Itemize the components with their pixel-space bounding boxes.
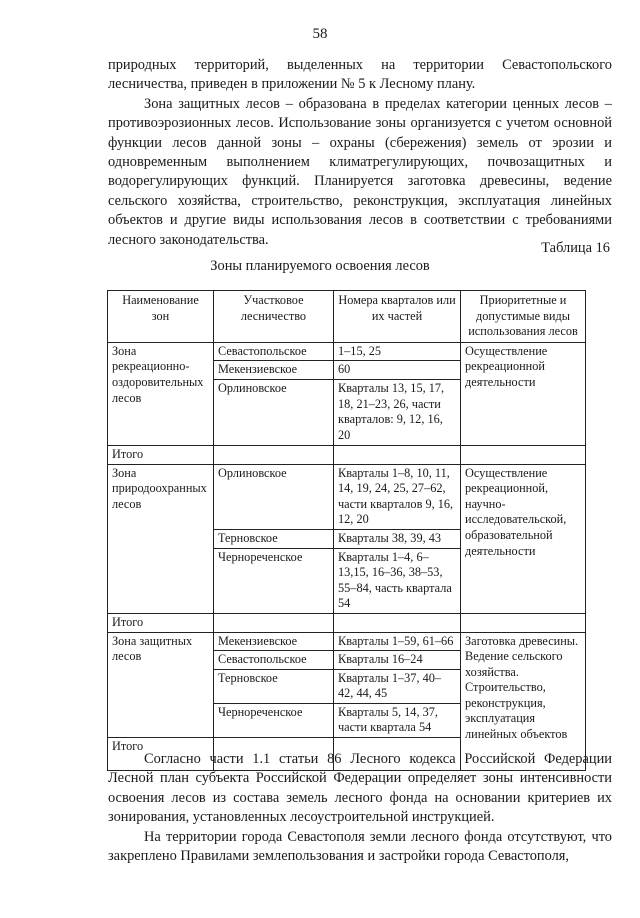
table-header-row bbox=[108, 291, 586, 343]
intro-paragraph-2: Зона защитных лесов – образована в пределах категории ценных лесов – противоэрозионных лесов. Использование зоны организуется с учетом основной функции лесов данной зоны – охраны (сбережения) земель от эрозии и одновременным выполнением климатрегулирующих, почвозащитных и водорегулирующих функций. Планируется заготовка древесины, ведение сельского хозяйства, строительство, реконструкция, эксплуатация линейных объектов и другие виды использования лесов в соответствии с требованиями лесного законодательства. bbox=[108, 95, 612, 248]
quarters-cell: 1–15, 25 bbox=[334, 342, 461, 361]
closing-paragraph-2: На территории города Севастополя земли лесного фонда отсутствуют, что закреплено Правилами землепользования и застройки города Севастополя, bbox=[108, 828, 612, 865]
forest-zones-table bbox=[107, 290, 586, 771]
forestry-cell: Севастопольское bbox=[214, 651, 334, 670]
header-use-types: Приоритетные и допустимые виды использования лесов bbox=[461, 291, 586, 343]
quarters-cell: Кварталы 1–4, 6–13,15, 16–36, 38–53, 55–84, часть квартала 54 bbox=[334, 548, 461, 613]
table-row bbox=[108, 342, 586, 361]
zone-name-cell: Зона природоохранных лесов bbox=[108, 464, 214, 613]
quarters-cell: Кварталы 1–37, 40–42, 44, 45 bbox=[334, 669, 461, 703]
use-cell: Заготовка древесины. Ведение сельского хозяйства. Строительство, реконструкция, эксплуатация линейных объектов bbox=[461, 632, 586, 771]
page-number: 58 bbox=[312, 26, 328, 42]
quarters-cell: Кварталы 16–24 bbox=[334, 651, 461, 670]
quarters-cell: Кварталы 5, 14, 37, части квартала 54 bbox=[334, 703, 461, 737]
header-zone-name: Наименование зон bbox=[108, 291, 214, 343]
empty-cell bbox=[334, 445, 461, 464]
empty-cell bbox=[334, 613, 461, 632]
total-row bbox=[108, 613, 586, 632]
table-row bbox=[108, 632, 586, 651]
zone-name-cell: Зона защитных лесов bbox=[108, 632, 214, 738]
quarters-cell: 60 bbox=[334, 361, 461, 380]
total-row bbox=[108, 445, 586, 464]
table-number-label: Таблица 16 bbox=[541, 240, 610, 256]
quarters-cell: Кварталы 1–8, 10, 11, 14, 19, 24, 25, 27–62, части кварталов 9, 16, 12, 20 bbox=[334, 464, 461, 529]
total-cell: Итого bbox=[108, 445, 214, 464]
intro-text bbox=[108, 56, 612, 250]
forestry-cell: Орлиновское bbox=[214, 379, 334, 445]
empty-cell bbox=[214, 445, 334, 464]
table-caption: Зоны планируемого освоения лесов bbox=[210, 258, 430, 274]
forestry-cell: Терновское bbox=[214, 669, 334, 703]
total-cell: Итого bbox=[108, 613, 214, 632]
forestry-cell: Мекензиевское bbox=[214, 632, 334, 651]
zone-name-cell: Зона рекреационно-оздоровительных лесов bbox=[108, 342, 214, 445]
empty-cell bbox=[461, 613, 586, 632]
header-forestry: Участковое лесничество bbox=[214, 291, 334, 343]
closing-paragraph-1: Согласно части 1.1 статьи 86 Лесного кодекса Российской Федерации Лесной план субъекта Российской Федерации определяет зоны интенсивности освоения лесов из состава земель лесного фонда на основании критериев их зонирования, установленных лесоустроительной инструкцией. bbox=[108, 751, 612, 826]
use-cell: Осуществление рекреационной, научно-исследовательской, образовательной деятельности bbox=[461, 464, 586, 613]
forestry-cell: Орлиновское bbox=[214, 464, 334, 529]
empty-cell bbox=[214, 613, 334, 632]
quarters-cell: Кварталы 1–59, 61–66 bbox=[334, 632, 461, 651]
forestry-cell: Севастопольское bbox=[214, 342, 334, 361]
quarters-cell: Кварталы 38, 39, 43 bbox=[334, 529, 461, 548]
quarters-cell: Кварталы 13, 15, 17, 18, 21–23, 26, части кварталов: 9, 12, 16, 20 bbox=[334, 379, 461, 445]
forestry-cell: Чернореченское bbox=[214, 548, 334, 613]
forestry-cell: Мекензиевское bbox=[214, 361, 334, 380]
total-cell: Итого bbox=[108, 738, 214, 771]
table-row bbox=[108, 464, 586, 529]
forestry-cell: Терновское bbox=[214, 529, 334, 548]
closing-text bbox=[108, 750, 612, 866]
header-quarters: Номера кварталов или их частей bbox=[334, 291, 461, 343]
forestry-cell: Чернореченское bbox=[214, 703, 334, 737]
intro-paragraph-1: природных территорий, выделенных на территории Севастопольского лесничества, приведен в приложении № 5 к Лесному плану. bbox=[108, 57, 612, 93]
use-cell: Осуществление рекреационной деятельности bbox=[461, 342, 586, 445]
empty-cell bbox=[461, 445, 586, 464]
